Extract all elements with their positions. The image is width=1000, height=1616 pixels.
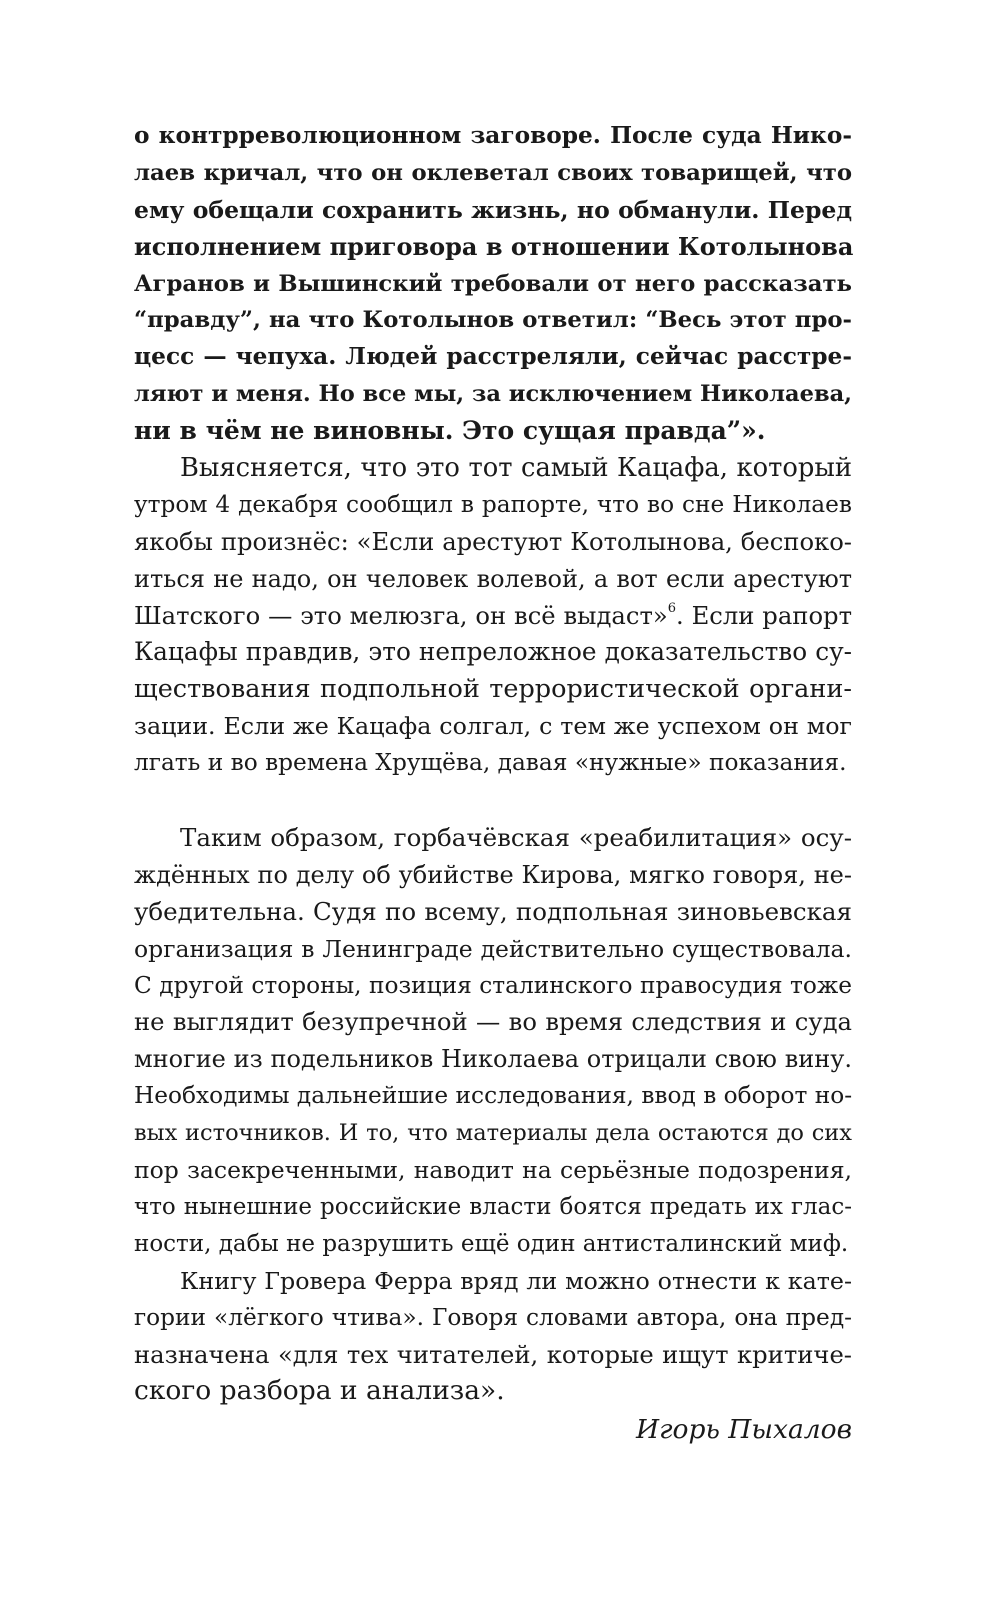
text-line: вых источников. И то, что материалы дела остаются до сих [134, 1120, 852, 1147]
text-line: иться не надо, он человек волевой, а вот если арестуют [134, 564, 852, 593]
text-line: убедительна. Судя по всему, подпольная зиновьевская [134, 896, 852, 926]
text-segment: Шатского — это мелюзга, он всё выдаст» [134, 600, 668, 630]
footnote-ref[interactable]: 6 [667, 600, 676, 616]
text-segment: . Если рапорт [675, 600, 852, 630]
text-line: ни в чём не виновны. Это сущая правда”». [134, 416, 766, 446]
text-line: ности, дабы не разрушить ещё один антисталинский миф. [134, 1230, 849, 1257]
text-line: гории «лёгкого чтива». Говоря словами автора, она пред- [134, 1303, 852, 1331]
text-line: что нынешние российские власти боятся предать их глас- [134, 1193, 852, 1220]
text-line: исполнением приговора в отношении Котолынова [134, 231, 854, 261]
text-line: пор засекреченными, наводит на серьёзные подозрения, [134, 1156, 852, 1185]
text-line: Таким образом, горбачёвская «реабилитация» осу- [180, 823, 852, 853]
text-line: ему обещали сохранить жизнь, но обманули. Перед [134, 195, 852, 224]
text-line: Кацафы правдив, это непреложное доказательство су- [134, 637, 852, 667]
text-line: ского разбора и анализа». [134, 1375, 505, 1407]
text-line: “правду”, на что Котолынов ответил: “Весь этот про- [134, 307, 852, 334]
text-line-with-footnote [134, 598, 852, 635]
text-line: С другой стороны, позиция сталинского правосудия тоже [134, 971, 852, 999]
text-line: лгать и во времена Хрущёва, давая «нужные» показания. [134, 749, 847, 777]
text-line: Необходимы дальнейшие исследования, ввод в оборот но- [134, 1082, 853, 1110]
text-line: Агранов и Вышинский требовали от него рассказать [134, 270, 852, 297]
text-line: организация в Ленинграде действительно существовала. [134, 934, 852, 963]
text-line: многие из подельников Николаева отрицали свою вину. [134, 1045, 852, 1074]
paragraph-2 [134, 820, 852, 1263]
text-line: Выясняется, что это тот самый Кацафа, который [180, 453, 852, 484]
section-gap [134, 782, 852, 820]
text-line: цесс — чепуха. Людей расстреляли, сейчас расстре- [134, 343, 852, 371]
text-line: не выглядит безупречной — во время следствия и суда [134, 1007, 852, 1037]
paragraph-1 [134, 450, 852, 782]
text-line: Книгу Гровера Ферра вряд ли можно отнести к кате- [180, 1266, 852, 1295]
text-line: ляют и меня. Но все мы, за исключением Николаева, [134, 381, 852, 408]
paragraph-3 [134, 1263, 852, 1411]
book-page [134, 118, 852, 1449]
text-line: назначена «для тех читателей, которые ищут критиче- [134, 1339, 852, 1369]
text-line: о контрреволюционном заговоре. После суда Нико- [134, 122, 852, 149]
text-line: зации. Если же Кацафа солгал, с тем же успехом он мог [134, 712, 852, 741]
text-line: утром 4 декабря сообщил в рапорте, что во сне Николаев [134, 490, 852, 518]
text-line: якобы произнёс: «Если арестуют Котолынова, беспоко- [134, 526, 852, 556]
text-line: ществования подпольной террористической органи- [134, 674, 852, 705]
quote-block [134, 118, 852, 450]
text-line: ждённых по делу об убийстве Кирова, мягко говоря, не- [134, 860, 852, 889]
text-line: лаев кричал, что он оклеветал своих товарищей, что [134, 159, 852, 186]
author-signature: Игорь Пыхалов [636, 1414, 852, 1446]
